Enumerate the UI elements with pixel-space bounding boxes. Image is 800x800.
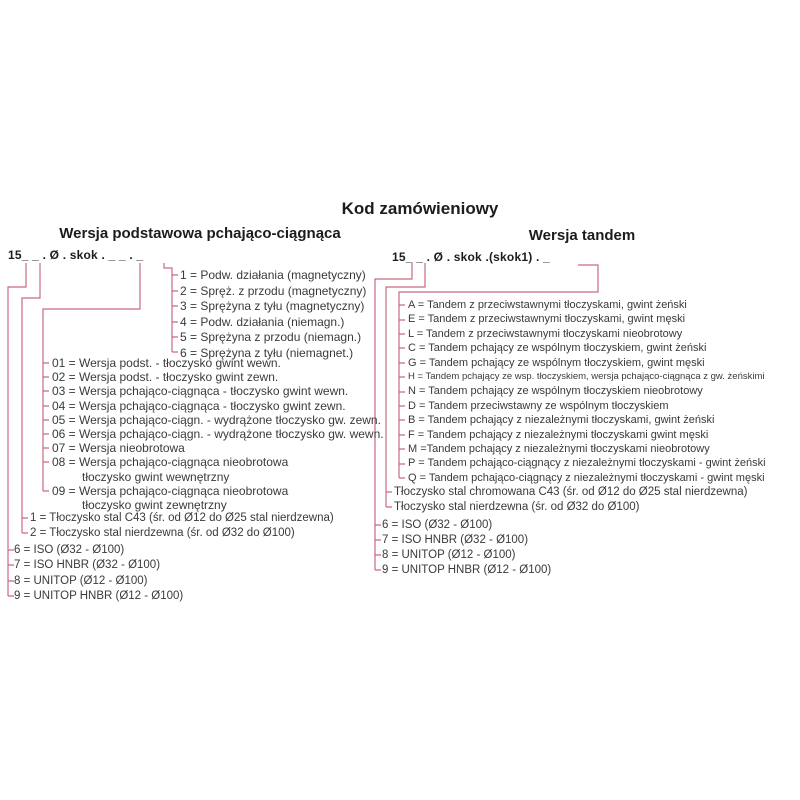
list-item: C = Tandem pchający ze wspólnym tłoczyskiem, gwint żeński: [408, 342, 707, 355]
list-item: 7 = ISO HNBR (Ø32 - Ø100): [14, 559, 161, 572]
list-item: [52, 484, 384, 512]
list-item: G = Tandem pchający ze wspólnym tłoczyskiem, gwint męski: [408, 356, 705, 369]
basic-seal-series-list: [14, 543, 183, 605]
list-item: 6 = ISO (Ø32 - Ø100): [382, 519, 493, 531]
tandem-order-code: 15_ _ . Ø . skok .(skok1) . _: [392, 250, 550, 264]
tandem-seal-series-list: [382, 518, 551, 578]
list-item: 3 = Sprężyna z tyłu (magnetyczny): [180, 299, 365, 313]
tandem-version-subtitle: Wersja tandem: [528, 227, 636, 244]
list-item-continuation: tłoczysko gwint zewnętrzny: [82, 498, 227, 513]
list-item: E = Tandem z przeciwstawnymi tłoczyskami, gwint męski: [408, 313, 686, 326]
list-item-text: 08 = Wersja pchająco-ciągnąca nieobrotowa: [52, 455, 289, 470]
list-item: 2 = Spręż. z przodu (magnetyczny): [180, 283, 367, 298]
list-item: 5 = Sprężyna z przodu (niemagn.): [180, 330, 362, 344]
list-item: 03 = Wersja pchająco-ciągnąca - tłoczysko gwint wewn.: [52, 384, 349, 399]
list-item: D = Tandem przeciwstawny ze wspólnym tłoczyskiem: [408, 399, 669, 412]
basic-action-list: [180, 268, 366, 361]
list-item: 8 = UNITOP (Ø12 - Ø100): [14, 574, 148, 587]
list-item: 7 = ISO HNBR (Ø32 - Ø100): [382, 534, 529, 546]
list-item: 1 = Tłoczysko stal C43 (śr. od Ø12 do Ø25 stal nierdzewna): [30, 512, 334, 524]
list-item: 01 = Wersja podst. - tłoczysko gwint wewn.: [52, 356, 281, 370]
basic-rod-material-list: [30, 511, 334, 542]
list-item: 8 = UNITOP (Ø12 - Ø100): [382, 549, 516, 561]
list-item: M =Tandem pchający z niezależnymi tłoczyskami nieobrotowy: [408, 443, 710, 456]
list-item: 4 = Podw. działania (niemagn.): [180, 314, 345, 329]
list-item: A = Tandem z przeciwstawnymi tłoczyskami, gwint żeński: [408, 299, 687, 311]
list-item: 02 = Wersja podst. - tłoczysko gwint zewn.: [52, 370, 279, 385]
tandem-rod-material-list: [394, 485, 747, 515]
page-title: Kod zamówieniowy: [341, 199, 499, 218]
list-item: P = Tandem pchająco-ciągnący z niezależnymi tłoczyskami - gwint żeński: [408, 457, 766, 470]
bracket-basic-rod: [22, 263, 40, 533]
basic-version-subtitle: Wersja podstawowa pchająco-ciągnąca: [59, 225, 341, 242]
basic-order-code: 15_ _ . Ø . skok . _ _ . _: [8, 248, 144, 262]
list-item: N = Tandem pchający ze wspólnym tłoczyskiem nieobrotowy: [408, 385, 703, 398]
list-item-text: 09 = Wersja pchająco-ciągnąca nieobrotowa: [52, 483, 289, 498]
list-item: 2 = Tłoczysko stal nierdzewna (śr. od Ø32 do Ø100): [30, 527, 295, 540]
list-item: Tłoczysko stal nierdzewna (śr. od Ø32 do Ø100): [394, 501, 640, 513]
list-item: 6 = Sprężyna z tyłu (niemagnet.): [180, 345, 354, 360]
list-item: 9 = UNITOP HNBR (Ø12 - Ø100): [14, 590, 184, 603]
basic-version-list: [52, 356, 384, 512]
list-item: L = Tandem z przeciwstawnymi tłoczyskami nieobrotowy: [408, 327, 683, 340]
list-item: 05 = Wersja pchająco-ciągn. - wydrążone tłoczysko gw. zewn.: [52, 412, 381, 427]
bracket-basic-action: [164, 263, 178, 352]
list-item: F = Tandem pchający z niezależnymi tłoczyskami gwint męski: [408, 428, 709, 441]
list-item: 06 = Wersja pchająco-ciągn. - wydrążone tłoczysko gw. wewn.: [52, 427, 384, 442]
list-item: 9 = UNITOP HNBR (Ø12 - Ø100): [382, 564, 552, 576]
list-item: Tłoczysko stal chromowana C43 (śr. od Ø12 do Ø25 stal nierdzewna): [394, 486, 748, 498]
tandem-type-list: [408, 298, 766, 485]
list-item: B = Tandem pchający z niezależnymi tłoczyskami, gwint żeński: [408, 414, 715, 427]
list-item: 1 = Podw. działania (magnetyczny): [180, 268, 366, 282]
list-item: [52, 455, 384, 483]
list-item: Q = Tandem pchająco-ciągnący z niezależnymi tłoczyskami - gwint męski: [408, 471, 765, 484]
list-item-continuation: tłoczysko gwint wewnętrzny: [82, 469, 230, 484]
list-item: H = Tandem pchający ze wsp. tłoczyskiem, wersja pchająco-ciągnąca z gw. żeńskimi: [408, 371, 765, 383]
list-item: 04 = Wersja pchająco-ciągnąca - tłoczysko gwint zewn.: [52, 398, 346, 413]
list-item: 07 = Wersja nieobrotowa: [52, 441, 185, 456]
list-item: 6 = ISO (Ø32 - Ø100): [14, 544, 125, 556]
